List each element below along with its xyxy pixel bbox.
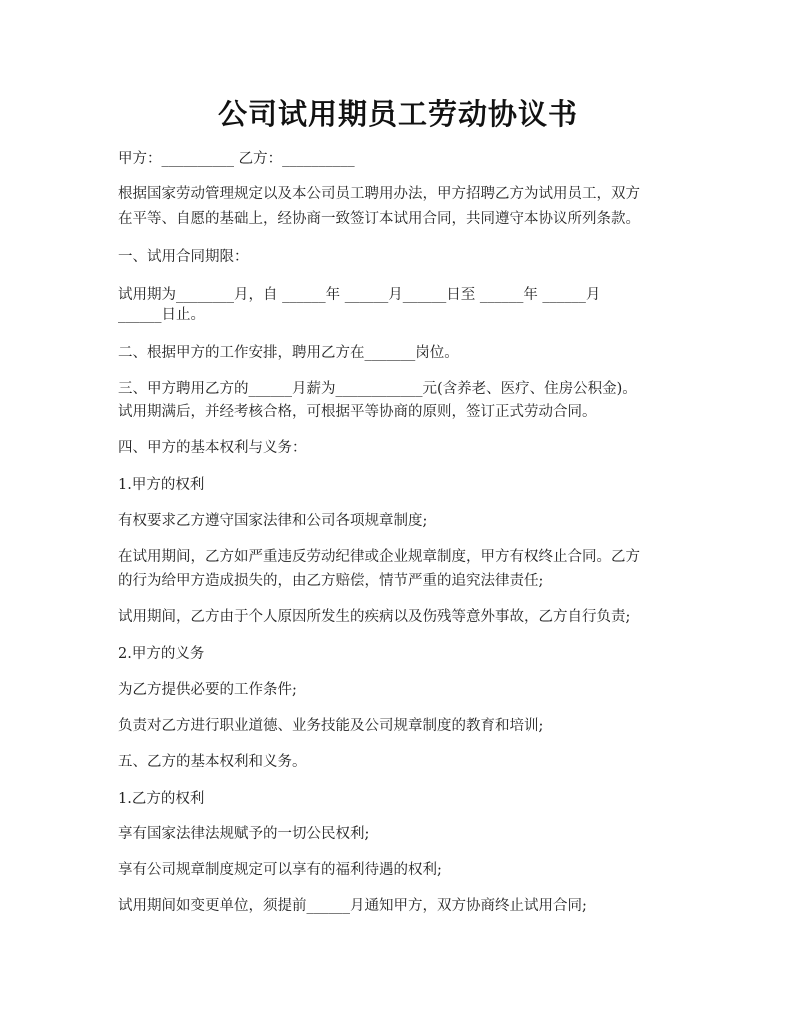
salary-line-1: 三、甲方聘用乙方的______月薪为____________元(含养老、医疗、住房公积金)。: [118, 381, 637, 397]
section-heading-5: 五、乙方的基本权利和义务。: [118, 754, 307, 770]
section-heading-4: 四、甲方的基本权利与义务：: [118, 440, 307, 456]
list-item: 负责对乙方进行职业道德、业务技能及公司规章制度的教育和培训;: [118, 718, 544, 734]
section-heading-2: 二、根据甲方的工作安排，聘用乙方在_______岗位。: [118, 345, 459, 361]
list-item: 试用期间，乙方由于个人原因所发生的疾病以及伤残等意外事故，乙方自行负责;: [118, 609, 631, 625]
party-line: 甲方：__________ 乙方：__________: [118, 151, 355, 167]
list-item: 试用期间如变更单位，须提前______月通知甲方，双方协商终止试用合同;: [118, 898, 587, 914]
section-heading-1: 一、试用合同期限：: [118, 249, 249, 265]
salary-line-2: 试用期满后，并经考核合格，可根据平等协商的原则，签订正式劳动合同。: [118, 404, 597, 420]
list-item: 享有公司规章制度规定可以享有的福利待遇的权利;: [118, 862, 442, 878]
term-line-2: ______日止。: [118, 307, 205, 323]
list-item: 为乙方提供必要的工作条件;: [118, 682, 297, 698]
document-title: 公司试用期员工劳动协议书: [217, 97, 578, 131]
list-item: 享有国家法律法规赋予的一切公民权利;: [118, 826, 370, 842]
intro-line-2: 在平等、自愿的基础上，经协商一致签订本试用合同，共同遵守本协议所列条款。: [118, 211, 640, 227]
subheading-party-a-duties: 2.甲方的义务: [118, 646, 205, 662]
intro-line-1: 根据国家劳动管理规定以及本公司员工聘用办法，甲方招聘乙方为试用员工，双方: [118, 186, 640, 202]
list-item: 在试用期间，乙方如严重违反劳动纪律或企业规章制度，甲方有权终止合同。乙方: [118, 549, 640, 565]
term-line-1: 试用期为________月，自 ______年 ______月______日至 ______年 ______月: [118, 287, 601, 303]
subheading-party-a-rights: 1.甲方的权利: [118, 477, 205, 493]
list-item-continued: 的行为给甲方造成损失的，由乙方赔偿，情节严重的追究法律责任;: [118, 573, 544, 589]
list-item: 有权要求乙方遵守国家法律和公司各项规章制度;: [118, 513, 428, 529]
subheading-party-b-rights: 1.乙方的权利: [118, 791, 205, 807]
